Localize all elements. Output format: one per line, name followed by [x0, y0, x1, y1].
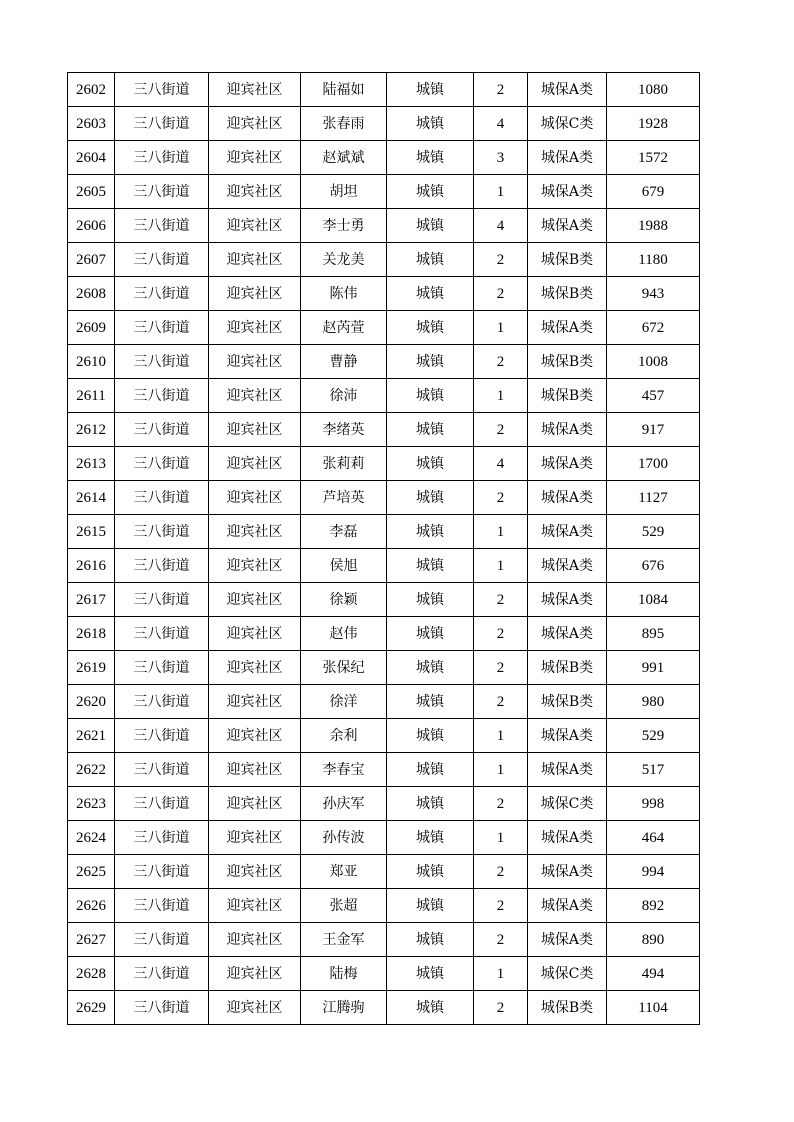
household-count-cell: 1 [474, 957, 528, 991]
community-cell: 迎宾社区 [209, 243, 301, 277]
person-name-cell: 赵伟 [301, 617, 387, 651]
amount-cell: 892 [607, 889, 700, 923]
community-cell: 迎宾社区 [209, 447, 301, 481]
record-id-cell: 2624 [68, 821, 115, 855]
street-cell: 三八街道 [115, 923, 209, 957]
household-count-cell: 3 [474, 141, 528, 175]
person-name-cell: 赵芮萱 [301, 311, 387, 345]
household-count-cell: 1 [474, 549, 528, 583]
record-id-cell: 2625 [68, 855, 115, 889]
household-count-cell: 1 [474, 753, 528, 787]
amount-cell: 890 [607, 923, 700, 957]
record-id-cell: 2621 [68, 719, 115, 753]
street-cell: 三八街道 [115, 855, 209, 889]
record-id-cell: 2615 [68, 515, 115, 549]
amount-cell: 991 [607, 651, 700, 685]
amount-cell: 517 [607, 753, 700, 787]
record-id-cell: 2623 [68, 787, 115, 821]
person-name-cell: 关龙美 [301, 243, 387, 277]
street-cell: 三八街道 [115, 379, 209, 413]
table-row [68, 73, 700, 107]
street-cell: 三八街道 [115, 243, 209, 277]
area-type-cell: 城镇 [387, 991, 474, 1025]
table-row [68, 345, 700, 379]
category-cell: 城保A类 [528, 413, 607, 447]
community-cell: 迎宾社区 [209, 787, 301, 821]
area-type-cell: 城镇 [387, 345, 474, 379]
street-cell: 三八街道 [115, 413, 209, 447]
street-cell: 三八街道 [115, 685, 209, 719]
category-cell: 城保A类 [528, 311, 607, 345]
household-count-cell: 4 [474, 107, 528, 141]
record-id-cell: 2603 [68, 107, 115, 141]
table-row [68, 277, 700, 311]
amount-cell: 1008 [607, 345, 700, 379]
category-cell: 城保A类 [528, 481, 607, 515]
street-cell: 三八街道 [115, 481, 209, 515]
record-id-cell: 2628 [68, 957, 115, 991]
area-type-cell: 城镇 [387, 175, 474, 209]
household-count-cell: 2 [474, 651, 528, 685]
community-cell: 迎宾社区 [209, 821, 301, 855]
community-cell: 迎宾社区 [209, 413, 301, 447]
household-count-cell: 1 [474, 175, 528, 209]
table-row [68, 617, 700, 651]
category-cell: 城保C类 [528, 787, 607, 821]
household-count-cell: 2 [474, 243, 528, 277]
street-cell: 三八街道 [115, 107, 209, 141]
street-cell: 三八街道 [115, 583, 209, 617]
category-cell: 城保A类 [528, 73, 607, 107]
table-row [68, 447, 700, 481]
street-cell: 三八街道 [115, 73, 209, 107]
community-cell: 迎宾社区 [209, 277, 301, 311]
household-count-cell: 1 [474, 821, 528, 855]
area-type-cell: 城镇 [387, 549, 474, 583]
category-cell: 城保A类 [528, 889, 607, 923]
household-count-cell: 2 [474, 277, 528, 311]
person-name-cell: 徐洋 [301, 685, 387, 719]
household-count-cell: 1 [474, 379, 528, 413]
table-row [68, 175, 700, 209]
community-cell: 迎宾社区 [209, 991, 301, 1025]
roster-body [68, 73, 700, 1025]
table-row [68, 481, 700, 515]
table-row [68, 855, 700, 889]
table-row [68, 209, 700, 243]
table-row [68, 889, 700, 923]
area-type-cell: 城镇 [387, 889, 474, 923]
table-row [68, 107, 700, 141]
household-count-cell: 1 [474, 311, 528, 345]
record-id-cell: 2627 [68, 923, 115, 957]
street-cell: 三八街道 [115, 311, 209, 345]
category-cell: 城保A类 [528, 617, 607, 651]
community-cell: 迎宾社区 [209, 107, 301, 141]
area-type-cell: 城镇 [387, 821, 474, 855]
community-cell: 迎宾社区 [209, 583, 301, 617]
amount-cell: 1988 [607, 209, 700, 243]
table-row [68, 379, 700, 413]
area-type-cell: 城镇 [387, 855, 474, 889]
record-id-cell: 2607 [68, 243, 115, 277]
record-id-cell: 2616 [68, 549, 115, 583]
table-row [68, 787, 700, 821]
street-cell: 三八街道 [115, 345, 209, 379]
category-cell: 城保C类 [528, 957, 607, 991]
person-name-cell: 张春雨 [301, 107, 387, 141]
amount-cell: 1127 [607, 481, 700, 515]
area-type-cell: 城镇 [387, 107, 474, 141]
street-cell: 三八街道 [115, 515, 209, 549]
record-id-cell: 2629 [68, 991, 115, 1025]
amount-cell: 1084 [607, 583, 700, 617]
record-id-cell: 2617 [68, 583, 115, 617]
area-type-cell: 城镇 [387, 787, 474, 821]
record-id-cell: 2613 [68, 447, 115, 481]
area-type-cell: 城镇 [387, 243, 474, 277]
household-count-cell: 2 [474, 991, 528, 1025]
amount-cell: 1572 [607, 141, 700, 175]
street-cell: 三八街道 [115, 141, 209, 175]
amount-cell: 464 [607, 821, 700, 855]
household-count-cell: 4 [474, 209, 528, 243]
person-name-cell: 李春宝 [301, 753, 387, 787]
table-row [68, 243, 700, 277]
community-cell: 迎宾社区 [209, 481, 301, 515]
household-count-cell: 2 [474, 923, 528, 957]
person-name-cell: 孙庆军 [301, 787, 387, 821]
category-cell: 城保A类 [528, 209, 607, 243]
person-name-cell: 张莉莉 [301, 447, 387, 481]
street-cell: 三八街道 [115, 209, 209, 243]
person-name-cell: 芦培英 [301, 481, 387, 515]
community-cell: 迎宾社区 [209, 685, 301, 719]
community-cell: 迎宾社区 [209, 141, 301, 175]
category-cell: 城保A类 [528, 855, 607, 889]
community-cell: 迎宾社区 [209, 719, 301, 753]
amount-cell: 529 [607, 719, 700, 753]
table-row [68, 583, 700, 617]
category-cell: 城保A类 [528, 583, 607, 617]
street-cell: 三八街道 [115, 719, 209, 753]
category-cell: 城保B类 [528, 651, 607, 685]
area-type-cell: 城镇 [387, 719, 474, 753]
record-id-cell: 2612 [68, 413, 115, 447]
record-id-cell: 2622 [68, 753, 115, 787]
community-cell: 迎宾社区 [209, 73, 301, 107]
community-cell: 迎宾社区 [209, 549, 301, 583]
category-cell: 城保A类 [528, 175, 607, 209]
table-row [68, 753, 700, 787]
household-count-cell: 2 [474, 787, 528, 821]
category-cell: 城保A类 [528, 719, 607, 753]
area-type-cell: 城镇 [387, 923, 474, 957]
person-name-cell: 陆梅 [301, 957, 387, 991]
person-name-cell: 徐颖 [301, 583, 387, 617]
area-type-cell: 城镇 [387, 583, 474, 617]
table-row [68, 719, 700, 753]
amount-cell: 679 [607, 175, 700, 209]
area-type-cell: 城镇 [387, 311, 474, 345]
person-name-cell: 赵斌斌 [301, 141, 387, 175]
household-count-cell: 2 [474, 73, 528, 107]
household-count-cell: 2 [474, 855, 528, 889]
record-id-cell: 2609 [68, 311, 115, 345]
area-type-cell: 城镇 [387, 209, 474, 243]
street-cell: 三八街道 [115, 787, 209, 821]
community-cell: 迎宾社区 [209, 515, 301, 549]
street-cell: 三八街道 [115, 277, 209, 311]
category-cell: 城保A类 [528, 447, 607, 481]
category-cell: 城保B类 [528, 991, 607, 1025]
table-row [68, 515, 700, 549]
street-cell: 三八街道 [115, 991, 209, 1025]
category-cell: 城保B类 [528, 685, 607, 719]
table-row [68, 685, 700, 719]
household-count-cell: 2 [474, 583, 528, 617]
amount-cell: 529 [607, 515, 700, 549]
community-cell: 迎宾社区 [209, 311, 301, 345]
amount-cell: 994 [607, 855, 700, 889]
person-name-cell: 张超 [301, 889, 387, 923]
area-type-cell: 城镇 [387, 379, 474, 413]
record-id-cell: 2602 [68, 73, 115, 107]
street-cell: 三八街道 [115, 651, 209, 685]
street-cell: 三八街道 [115, 821, 209, 855]
household-count-cell: 2 [474, 889, 528, 923]
street-cell: 三八街道 [115, 549, 209, 583]
person-name-cell: 陆福如 [301, 73, 387, 107]
area-type-cell: 城镇 [387, 515, 474, 549]
amount-cell: 1180 [607, 243, 700, 277]
household-count-cell: 2 [474, 345, 528, 379]
person-name-cell: 胡坦 [301, 175, 387, 209]
person-name-cell: 陈伟 [301, 277, 387, 311]
community-cell: 迎宾社区 [209, 957, 301, 991]
record-id-cell: 2626 [68, 889, 115, 923]
table-row [68, 549, 700, 583]
person-name-cell: 江腾驹 [301, 991, 387, 1025]
person-name-cell: 余利 [301, 719, 387, 753]
household-count-cell: 4 [474, 447, 528, 481]
record-id-cell: 2620 [68, 685, 115, 719]
amount-cell: 980 [607, 685, 700, 719]
community-cell: 迎宾社区 [209, 209, 301, 243]
area-type-cell: 城镇 [387, 277, 474, 311]
street-cell: 三八街道 [115, 753, 209, 787]
record-id-cell: 2611 [68, 379, 115, 413]
area-type-cell: 城镇 [387, 753, 474, 787]
community-cell: 迎宾社区 [209, 923, 301, 957]
area-type-cell: 城镇 [387, 685, 474, 719]
person-name-cell: 孙传波 [301, 821, 387, 855]
table-row [68, 413, 700, 447]
street-cell: 三八街道 [115, 175, 209, 209]
category-cell: 城保B类 [528, 277, 607, 311]
person-name-cell: 曹静 [301, 345, 387, 379]
amount-cell: 1104 [607, 991, 700, 1025]
household-count-cell: 1 [474, 515, 528, 549]
category-cell: 城保C类 [528, 107, 607, 141]
area-type-cell: 城镇 [387, 413, 474, 447]
category-cell: 城保A类 [528, 821, 607, 855]
category-cell: 城保A类 [528, 141, 607, 175]
category-cell: 城保A类 [528, 923, 607, 957]
person-name-cell: 侯旭 [301, 549, 387, 583]
table-row [68, 957, 700, 991]
record-id-cell: 2606 [68, 209, 115, 243]
amount-cell: 917 [607, 413, 700, 447]
community-cell: 迎宾社区 [209, 889, 301, 923]
amount-cell: 676 [607, 549, 700, 583]
category-cell: 城保A类 [528, 753, 607, 787]
amount-cell: 895 [607, 617, 700, 651]
area-type-cell: 城镇 [387, 957, 474, 991]
person-name-cell: 张保纪 [301, 651, 387, 685]
person-name-cell: 郑亚 [301, 855, 387, 889]
record-id-cell: 2608 [68, 277, 115, 311]
table-row [68, 311, 700, 345]
roster-table [67, 72, 700, 1025]
area-type-cell: 城镇 [387, 447, 474, 481]
amount-cell: 1700 [607, 447, 700, 481]
community-cell: 迎宾社区 [209, 379, 301, 413]
amount-cell: 1080 [607, 73, 700, 107]
area-type-cell: 城镇 [387, 73, 474, 107]
community-cell: 迎宾社区 [209, 617, 301, 651]
table-row [68, 923, 700, 957]
person-name-cell: 徐沛 [301, 379, 387, 413]
amount-cell: 457 [607, 379, 700, 413]
record-id-cell: 2610 [68, 345, 115, 379]
household-count-cell: 2 [474, 685, 528, 719]
table-row [68, 651, 700, 685]
household-count-cell: 2 [474, 617, 528, 651]
street-cell: 三八街道 [115, 957, 209, 991]
record-id-cell: 2605 [68, 175, 115, 209]
community-cell: 迎宾社区 [209, 175, 301, 209]
community-cell: 迎宾社区 [209, 855, 301, 889]
table-row [68, 991, 700, 1025]
person-name-cell: 李士勇 [301, 209, 387, 243]
amount-cell: 998 [607, 787, 700, 821]
community-cell: 迎宾社区 [209, 345, 301, 379]
person-name-cell: 李绪英 [301, 413, 387, 447]
category-cell: 城保B类 [528, 243, 607, 277]
record-id-cell: 2614 [68, 481, 115, 515]
table-row [68, 821, 700, 855]
area-type-cell: 城镇 [387, 141, 474, 175]
street-cell: 三八街道 [115, 447, 209, 481]
community-cell: 迎宾社区 [209, 753, 301, 787]
amount-cell: 1928 [607, 107, 700, 141]
household-count-cell: 1 [474, 719, 528, 753]
household-count-cell: 2 [474, 481, 528, 515]
record-id-cell: 2604 [68, 141, 115, 175]
category-cell: 城保B类 [528, 345, 607, 379]
person-name-cell: 李磊 [301, 515, 387, 549]
street-cell: 三八街道 [115, 889, 209, 923]
street-cell: 三八街道 [115, 617, 209, 651]
amount-cell: 672 [607, 311, 700, 345]
category-cell: 城保A类 [528, 515, 607, 549]
category-cell: 城保B类 [528, 379, 607, 413]
area-type-cell: 城镇 [387, 651, 474, 685]
household-count-cell: 2 [474, 413, 528, 447]
person-name-cell: 王金军 [301, 923, 387, 957]
table-row [68, 141, 700, 175]
area-type-cell: 城镇 [387, 481, 474, 515]
area-type-cell: 城镇 [387, 617, 474, 651]
amount-cell: 494 [607, 957, 700, 991]
record-id-cell: 2619 [68, 651, 115, 685]
record-id-cell: 2618 [68, 617, 115, 651]
community-cell: 迎宾社区 [209, 651, 301, 685]
amount-cell: 943 [607, 277, 700, 311]
category-cell: 城保A类 [528, 549, 607, 583]
